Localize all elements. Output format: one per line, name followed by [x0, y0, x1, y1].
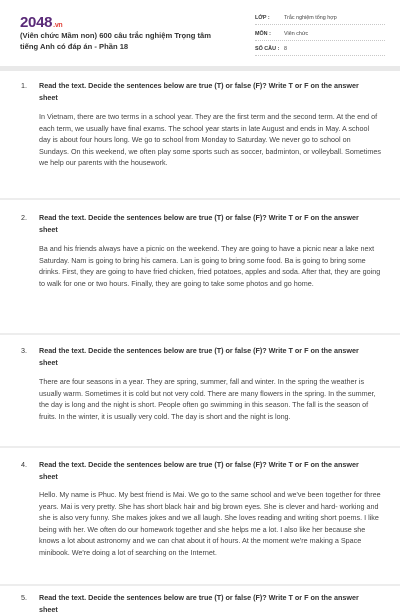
question-passage: There are four seasons in a year. They are spring, summer, fall and winter. In the spring the weather is usually warm. Sometimes it is cold but not very cold. There are many flowers in the spring. In the summer, the day is long and the night is short. People often go swimming in this season. The fall is the season of fruits. In the winter, it is usually very cold. The day is short and the night is long. [39, 377, 376, 421]
site-logo[interactable] [20, 14, 62, 31]
logo-text: 2048 [20, 14, 53, 31]
meta-subject-value: Viên chức [284, 31, 309, 37]
meta-count-label: SỐ CÂU : [255, 46, 280, 52]
question-number: 2. [21, 213, 27, 222]
meta-class-label: LỚP : [255, 15, 270, 21]
question-divider [0, 333, 400, 335]
meta-divider [255, 55, 385, 56]
question-passage: Hello. My name is Phuc. My best friend is Mai. We go to the same school and we've been together for three years. Mai is very pretty. She has short black hair and big brown eyes. She is clever and hard- working and she is also very funny. She makes jokes and we all laugh. She loves reading and writing short poems. I like being with her. We often do our homework together and she helps me a lot. I also like her because she knows a lot about astronomy and we can chat about it of hours. At the moment we're making a Space minibook. We're doing a lot of searching on the Internet. [39, 490, 381, 557]
question-divider [0, 198, 400, 200]
question-instruction: Read the text. Decide the sentences below are true (T) or false (F)? Write T or F on the answer sheet [39, 460, 359, 481]
page-header [0, 0, 400, 66]
question-number: 4. [21, 460, 27, 469]
question-instruction: Read the text. Decide the sentences below are true (T) or false (F)? Write T or F on the answer sheet [39, 593, 359, 614]
question-passage: Ba and his friends always have a picnic on the weekend. They are going to have a picnic near a lake next Saturday. Nam is going to bring his camera. Lan is going to bring some food. Ba is going to bring some drinks. First, they are going to have fried chicken, fried potatoes, apples and soda. After that, they are going to walk for one or two hours. Finally, they are going to take some photos and go home. [39, 244, 381, 288]
question-instruction: Read the text. Decide the sentences below are true (T) or false (F)? Write T or F on the answer sheet [39, 81, 359, 102]
meta-class-value: Trắc nghiệm tổng hợp [284, 15, 337, 21]
document-title: (Viên chức Mầm non) 600 câu trắc nghiệm Trọng tâm tiếng Anh có đáp án - Phần 18 [20, 31, 212, 51]
question-number: 3. [21, 346, 27, 355]
meta-count-value: 8 [284, 46, 287, 52]
header-separator [0, 66, 400, 71]
question-divider [0, 584, 400, 586]
question-passage: In Vietnam, there are two terms in a school year. They are the first term and the second term. At the end of each term, we usually have final exams. The school year starts in late August and ends in May. A school day is about four hours long. We go to school from Monday to Saturday. We never go to school on Sundays. On this weekend, we often play some sports such as soccer, badminton, or volleyball. Sometimes we help our parents with the housework. [39, 112, 381, 167]
logo-suffix: .vn [53, 22, 63, 29]
question-divider [0, 446, 400, 448]
question-instruction: Read the text. Decide the sentences below are true (T) or false (F)? Write T or F on the answer sheet [39, 213, 359, 234]
meta-divider [255, 40, 385, 41]
meta-subject-label: MÔN : [255, 31, 271, 37]
meta-divider [255, 24, 385, 25]
question-instruction: Read the text. Decide the sentences below are true (T) or false (F)? Write T or F on the answer sheet [39, 346, 359, 367]
question-number: 1. [21, 81, 27, 90]
question-number: 5. [21, 593, 27, 602]
